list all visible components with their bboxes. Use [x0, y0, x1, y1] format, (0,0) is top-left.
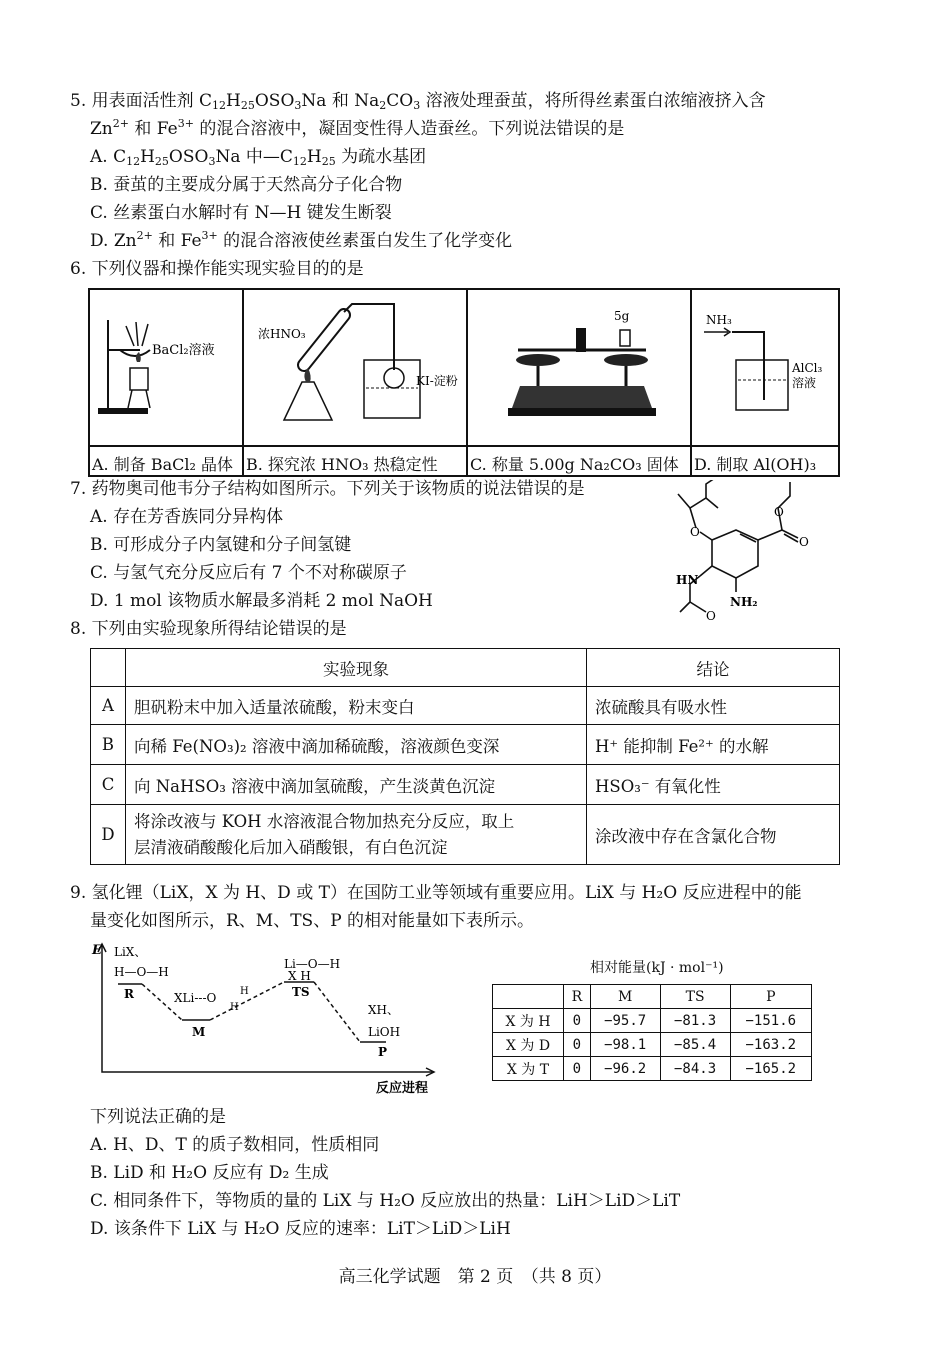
nitric-acid-heating-apparatus-icon	[244, 290, 466, 440]
q8-row-d-phenomenon	[126, 805, 587, 865]
q6-c-label-weight: 5g	[614, 309, 630, 323]
q8-table	[90, 648, 840, 865]
q9-table-cell: X 为 D	[493, 1033, 564, 1057]
q5-option-a: A. $C_{12}H_{25}OSO_3Na$ 中$—C_{12}H_{25}$ 为疏水基团	[90, 147, 427, 168]
q6-caption-a: A. 制备 BaCl₂ 晶体	[89, 446, 243, 476]
q9-table-cell: −81.3	[660, 1009, 730, 1033]
table-row	[91, 725, 840, 765]
q8-header-conclusion: 结论	[587, 649, 840, 687]
q9-table-cell: −163.2	[730, 1033, 811, 1057]
q7-stem: 7. 药物奥司他韦分子结构如图所示。下列关于该物质的说法错误的是	[70, 479, 585, 499]
q9-table-header-r: R	[564, 985, 591, 1009]
q9-fig-m-h1: H	[230, 1002, 239, 1013]
q9-fig-xlabel: 反应进程	[376, 1081, 429, 1096]
q7-mol-hn: HN	[676, 573, 699, 587]
q5-stem-line2: $Zn^{2+}$ 和 $Fe^{3+}$ 的混合溶液中，凝固变性得人造蚕丝。下列说法错误的是	[90, 117, 625, 139]
q6-d-label-solution: 溶液	[792, 376, 817, 390]
table-row	[91, 687, 840, 725]
q9-option-c: C. 相同条件下，等物质的量的 LiX 与 H₂O 反应放出的热量：LiH＞LiD＞LiT	[90, 1191, 681, 1211]
table-row	[493, 985, 812, 1009]
q9-table-header-m: M	[590, 985, 660, 1009]
q7-mol-nh2: NH₂	[730, 595, 758, 609]
oseltamivir-structure-icon	[666, 480, 836, 620]
q7-mol-o-ester: O	[774, 505, 784, 519]
q8-row-a-phenomenon: 胆矾粉末中加入适量浓硫酸，粉末变白	[126, 687, 587, 725]
q9-energy-table	[492, 984, 812, 1081]
q6-apparatus-table	[88, 288, 840, 477]
q9-fig-r-lix: LiX、	[114, 945, 147, 959]
q9-fig-r-water: H—O—H	[114, 965, 169, 979]
q9-table-cell: −96.2	[590, 1057, 660, 1081]
q9-table-cell: X 为 H	[493, 1009, 564, 1033]
q9-table-cell: −98.1	[590, 1033, 660, 1057]
q7-option-a: A. 存在芳香族同分异构体	[90, 507, 284, 527]
q9-fig-p-lioh: LiOH	[368, 1025, 401, 1039]
q8-row-c-conclusion: HSO₃⁻ 有氧化性	[587, 765, 840, 805]
q9-table-cell: −151.6	[730, 1009, 811, 1033]
q9-option-a: A. H、D、T 的质子数相同，性质相同	[90, 1135, 380, 1155]
q9-stem-line1: 9. 氢化锂（LiX，X 为 H、D 或 T）在国防工业等领域有重要应用。LiX 与 H₂O 反应进程中的能	[70, 883, 802, 903]
q8-row-b-conclusion: H⁺ 能抑制 Fe²⁺ 的水解	[587, 725, 840, 765]
table-row	[91, 805, 840, 865]
q6-d-label-alcl3: AlCl₃	[792, 361, 823, 375]
table-row	[493, 1009, 812, 1033]
q8-row-c-phenomenon: 向 NaHSO₃ 溶液中滴加氢硫酸，产生淡黄色沉淀	[126, 765, 587, 805]
q9-stem-line2: 量变化如图所示，R、M、TS、P 的相对能量如下表所示。	[90, 911, 535, 931]
q5-option-b: B. 蚕茧的主要成分属于天然高分子化合物	[90, 175, 403, 195]
q9-table-title: 相对能量(kJ · mol⁻¹)	[590, 960, 724, 976]
q5-option-c: C. 丝素蛋白水解时有 N—H 键发生断裂	[90, 203, 392, 223]
q7-mol-o-ether: O	[690, 525, 700, 539]
q8-row-a-conclusion: 浓硫酸具有吸水性	[587, 687, 840, 725]
q9-fig-m: M	[192, 1025, 206, 1039]
q8-row-d-phenomenon-line1: 将涂改液与 KOH 水溶液混合物加热充分反应，取上	[134, 811, 515, 831]
q6-caption-b: B. 探究浓 HNO₃ 热稳定性	[243, 446, 467, 476]
q5-stem: 5. 用表面活性剂 $C_{12}H_{25}OSO_3Na$ 和 $Na_2CO_3$ 溶液处理蚕茧，将所得丝素蛋白浓缩液挤入含	[70, 91, 766, 112]
q7-mol-o-carbonyl: O	[799, 535, 809, 549]
q9-fig-p: P	[378, 1045, 388, 1059]
q7-mol-o-amide: O	[706, 609, 716, 620]
q5-option-d: D. $Zn^{2+}$ 和 $Fe^{3+}$ 的混合溶液使丝素蛋白发生了化学变化	[90, 229, 513, 251]
q6-figure-c	[467, 289, 691, 446]
q8-header-phenomenon: 实验现象	[126, 649, 587, 687]
q9-fig-r: R	[124, 987, 134, 1001]
q8-row-c-label: C	[91, 765, 126, 805]
q6-b-label-ki: KI-淀粉	[416, 374, 458, 388]
q9-table-cell: −84.3	[660, 1057, 730, 1081]
q9-fig-ts: TS	[292, 985, 310, 999]
table-row	[91, 765, 840, 805]
q9-table-cell: −85.4	[660, 1033, 730, 1057]
q8-row-b-label: B	[91, 725, 126, 765]
q9-table-cell: 0	[564, 1057, 591, 1081]
q9-ask: 下列说法正确的是	[90, 1107, 226, 1127]
q9-table-cell: −165.2	[730, 1057, 811, 1081]
q6-caption-d: D. 制取 Al(OH)₃	[691, 446, 839, 476]
q9-fig-axis-e: E	[92, 943, 102, 958]
q9-table-header-p: P	[730, 985, 811, 1009]
q7-option-c: C. 与氢气充分反应后有 7 个不对称碳原子	[90, 563, 407, 583]
evaporation-apparatus-icon	[90, 290, 242, 440]
q9-table-cell: X 为 T	[493, 1057, 564, 1081]
q6-b-label-acid: 浓HNO₃	[258, 327, 306, 341]
q8-header-blank	[91, 649, 126, 687]
q9-option-d: D. 该条件下 LiX 与 H₂O 反应的速率：LiT＞LiD＞LiH	[90, 1219, 511, 1239]
q6-a-label: BaCl₂溶液	[152, 343, 215, 358]
q8-row-b-phenomenon: 向稀 Fe(NO₃)₂ 溶液中滴加稀硫酸，溶液颜色变深	[126, 725, 587, 765]
q9-fig-m-h2: H	[240, 986, 249, 997]
table-row	[493, 1033, 812, 1057]
q6-stem: 6. 下列仪器和操作能实现实验目的的是	[70, 259, 364, 279]
table-row	[493, 1057, 812, 1081]
q9-table-header-blank	[493, 985, 564, 1009]
q8-row-a-label: A	[91, 687, 126, 725]
q7-option-d: D. 1 mol 该物质水解最多消耗 2 mol NaOH	[90, 591, 433, 611]
q9-fig-m-structure: XLi---O	[174, 991, 217, 1005]
q6-figure-b	[243, 289, 467, 446]
balance-scale-icon	[468, 290, 690, 440]
q8-row-d-phenomenon-line2: 层清液硝酸酸化后加入硝酸银，有白色沉淀	[134, 837, 448, 857]
q8-stem: 8. 下列由实验现象所得结论错误的是	[70, 619, 347, 639]
q9-table-cell: 0	[564, 1033, 591, 1057]
q6-caption-c: C. 称量 5.00g Na₂CO₃ 固体	[467, 446, 691, 476]
q9-fig-p-xh: XH、	[368, 1003, 400, 1017]
ammonia-bubbling-apparatus-icon	[692, 290, 838, 440]
q9-fig-ts-structure: Li—O—H	[284, 957, 341, 971]
q9-table-cell: 0	[564, 1009, 591, 1033]
q8-row-d-label: D	[91, 805, 126, 865]
q6-figure-a	[89, 289, 243, 446]
page-footer: 高三化学试题 第 2 页 （共 8 页）	[338, 1267, 612, 1287]
q6-figure-d	[691, 289, 839, 446]
q6-d-label-nh3: NH₃	[706, 313, 732, 327]
q9-table-cell: −95.7	[590, 1009, 660, 1033]
q9-energy-diagram	[88, 940, 448, 1100]
q9-fig-ts-xh: X H	[288, 969, 311, 983]
q8-row-d-conclusion: 涂改液中存在含氯化合物	[587, 805, 840, 865]
q9-option-b: B. LiD 和 H₂O 反应有 D₂ 生成	[90, 1163, 329, 1183]
q9-table-header-ts: TS	[660, 985, 730, 1009]
q7-option-b: B. 可形成分子内氢键和分子间氢键	[90, 535, 352, 555]
